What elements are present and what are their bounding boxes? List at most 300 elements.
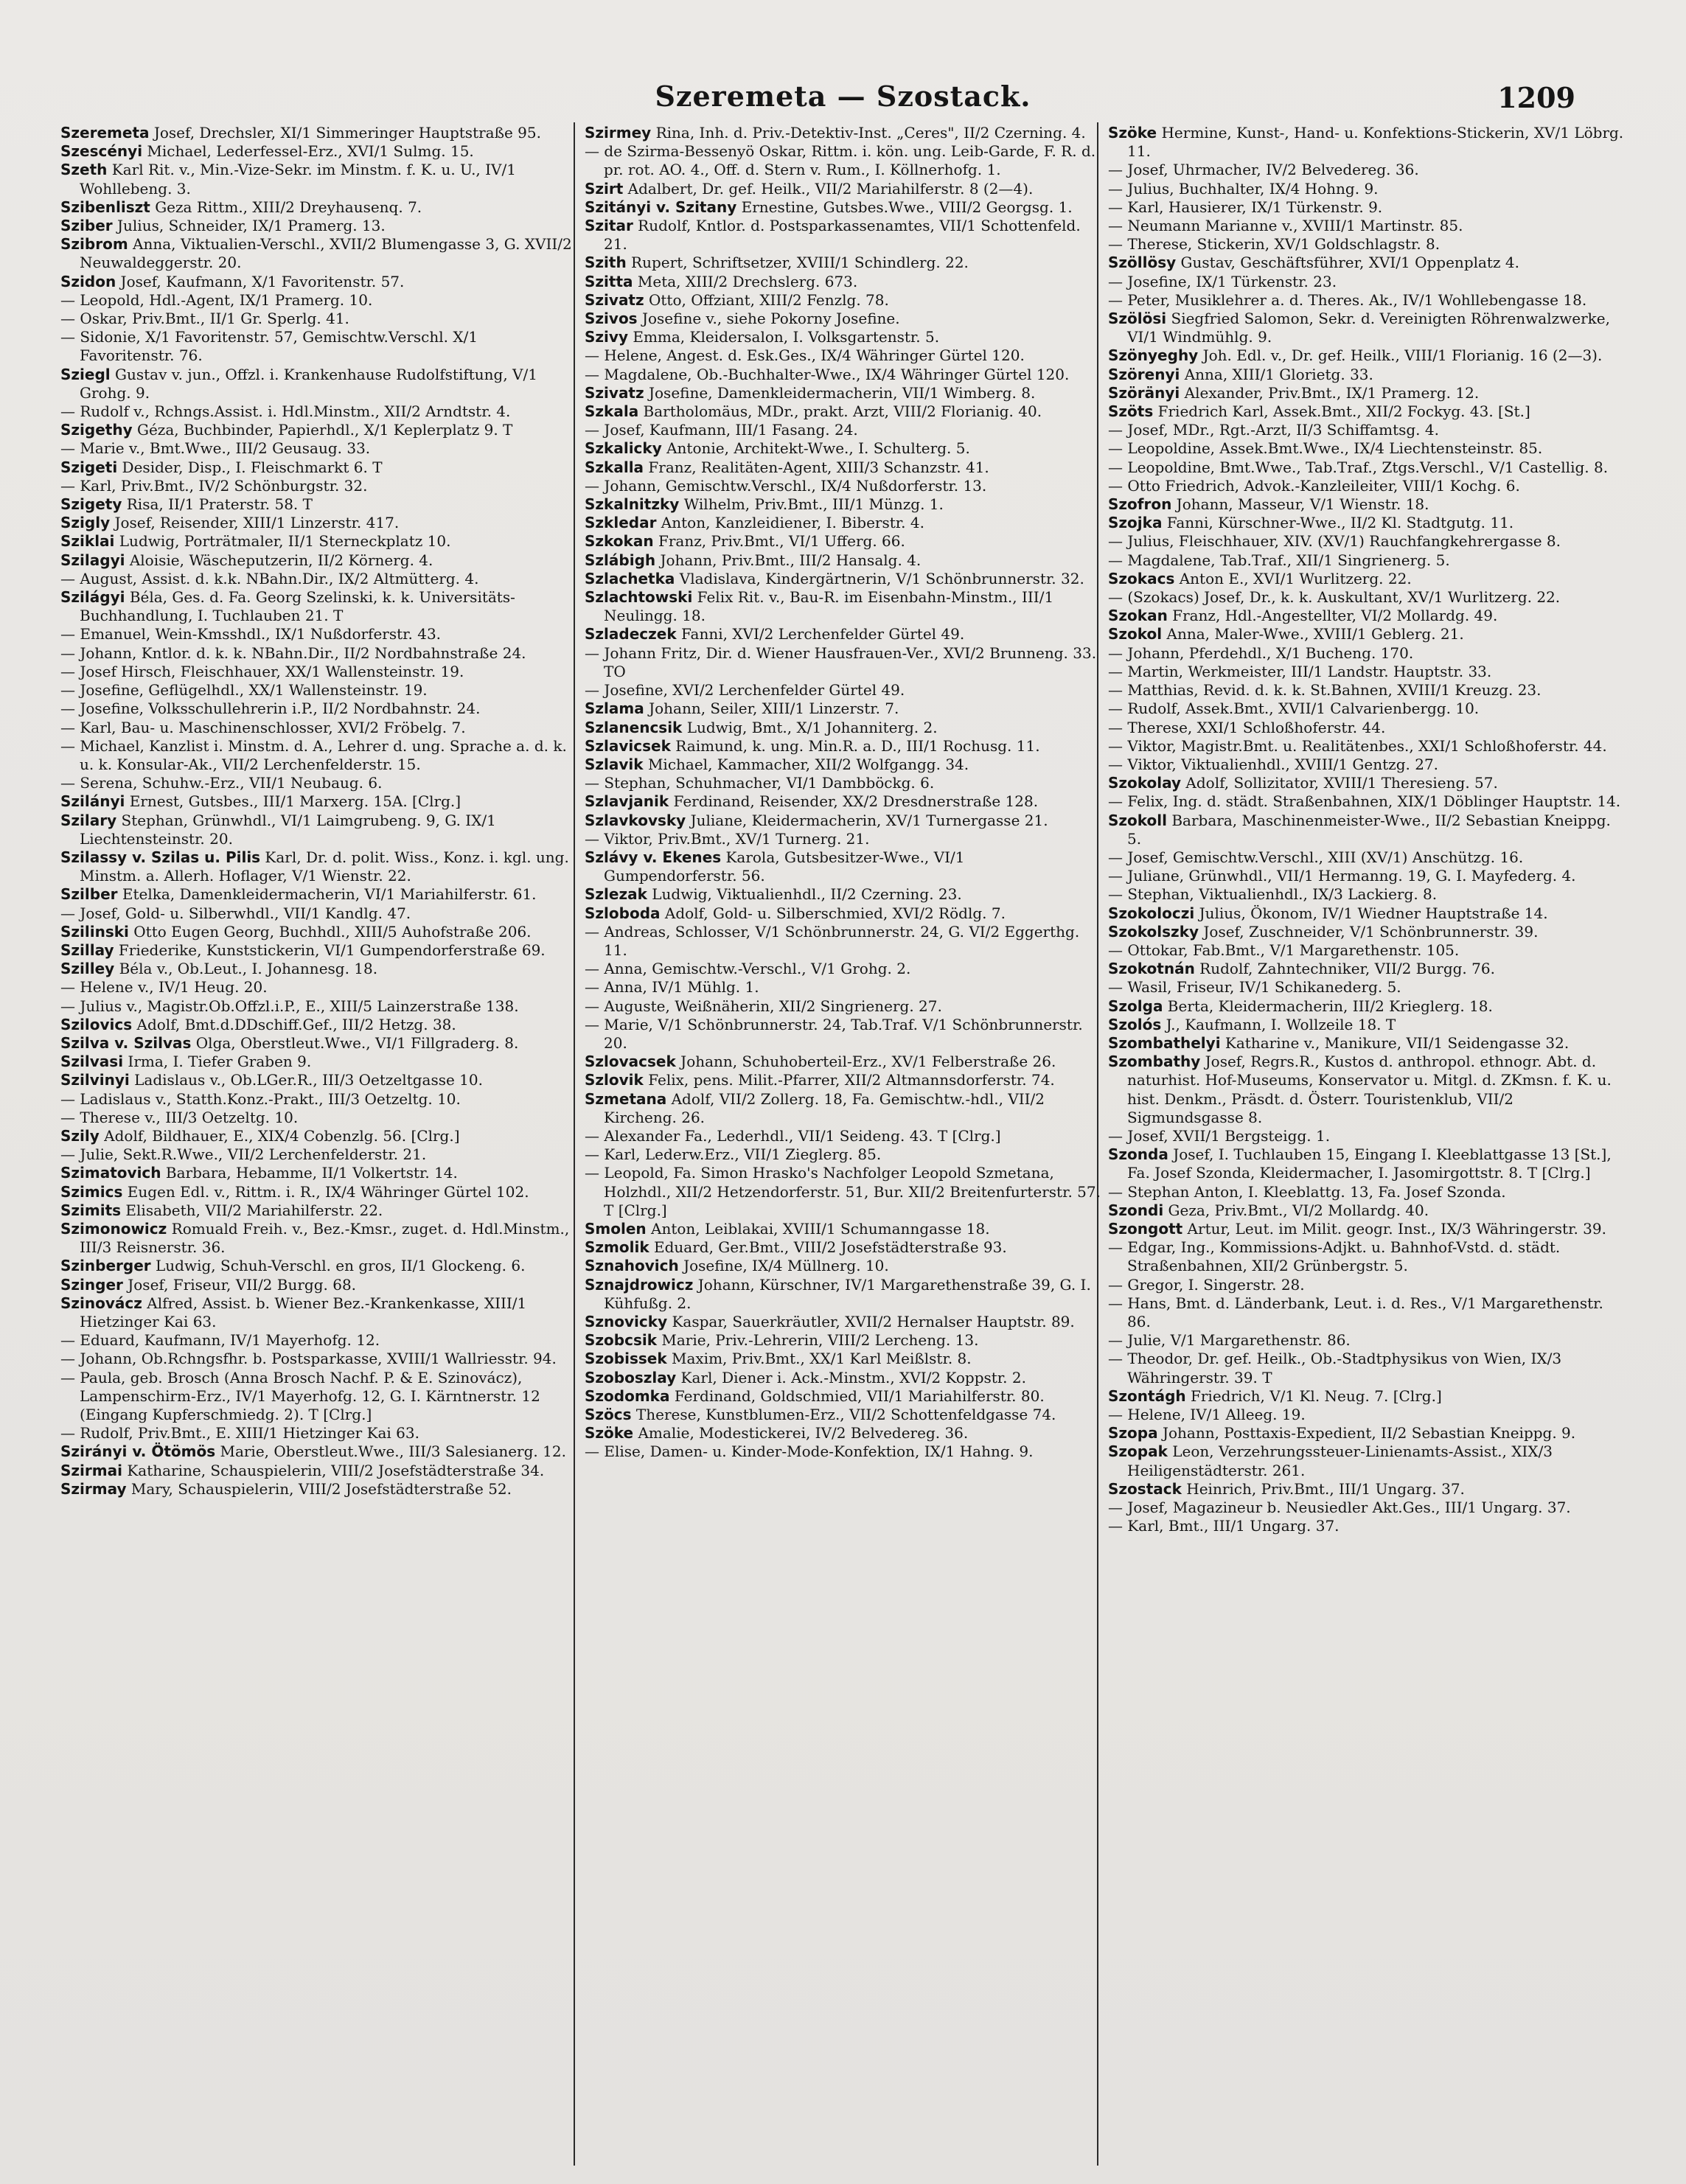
entry-surname: Szinberger (60, 1257, 151, 1275)
entry-details: — Josef, Magazineur b. Neusiedler Akt.Ges., III/1 Ungarg. 37. (1108, 1499, 1571, 1517)
entry-surname: Szitányi v. Szitany (585, 198, 737, 216)
entry-details: Alfred, Assist. b. Wiener Bez.-Krankenkasse, XIII/1 Hietzinger Kai 63. (80, 1294, 527, 1330)
directory-entry (1108, 1294, 1624, 1331)
entry-surname: Szöke (1108, 124, 1157, 142)
entry-details: Karl Rit. v., Min.-Vize-Sekr. im Minstm. f. K. u. U., IV/1 Wohllebeng. 3. (80, 161, 516, 198)
directory-entry (1108, 737, 1624, 756)
entry-surname: Szibenliszt (60, 198, 150, 216)
entry-surname: Szlavkovsky (585, 811, 686, 829)
directory-entry (1108, 867, 1624, 885)
entry-details: Josef, Kaufmann, X/1 Favoritenstr. 57. (116, 272, 405, 290)
entry-surname: Szlavik (585, 755, 644, 773)
directory-entry (1108, 1387, 1624, 1406)
entry-details: Anton, Kanzleidiener, I. Biberstr. 4. (656, 514, 924, 532)
entry-details: — Magdalene, Ob.-Buchhalter-Wwe., IX/4 Währinger Gürtel 120. (585, 365, 1070, 383)
entry-details: — Matthias, Revid. d. k. k. St.Bahnen, XVIII/1 Kreuzg. 23. (1108, 681, 1542, 699)
entry-surname: Szlábigh (585, 551, 656, 569)
directory-entry (60, 514, 576, 532)
entry-details: — de Szirma-Bessenyö Oskar, Rittm. i. kön. ung. Leib-Garde, F. R. d. pr. rot. AO. 4., Off. d. Stern v. Rum., I. Köllnerhofg. 1. (585, 142, 1096, 179)
entry-details: Gustav, Geschäftsführer, XVI/1 Oppenplatz 4. (1176, 254, 1519, 272)
entry-details: Barbara, Hebamme, II/1 Volkertstr. 14. (161, 1164, 458, 1182)
directory-entry (60, 291, 576, 310)
directory-entry (60, 941, 576, 960)
entry-surname: Szith (585, 254, 627, 272)
entry-details: — Alexander Fa., Lederhdl., VII/1 Seideng. 43. T [Clrg.] (585, 1126, 1001, 1145)
entry-details: Ludwig, Viktualienhdl., II/2 Czerning. 23. (647, 885, 962, 904)
entry-details: Ernestine, Gutsbes.Wwe., VIII/2 Georgsg. 1. (736, 198, 1073, 216)
directory-entry (60, 699, 576, 718)
directory-entry (585, 328, 1101, 346)
entry-details: — Anna, Gemischtw.-Verschl., V/1 Grohg. 2. (585, 960, 911, 978)
entry-surname: Szokoll (1108, 811, 1167, 829)
directory-entry (60, 1034, 576, 1053)
entry-surname: Sznovicky (585, 1313, 668, 1330)
entry-details: — Karl, Bmt., III/1 Ungarg. 37. (1108, 1517, 1340, 1535)
directory-entry (1108, 1442, 1624, 1479)
directory-entry (60, 848, 576, 885)
entry-details: — Johann Fritz, Dir. d. Wiener Hausfrauen-Ver., XVI/2 Brunneng. 33. TO (585, 643, 1097, 680)
directory-entry (1108, 551, 1624, 570)
entry-details: — Rudolf, Priv.Bmt., E. XIII/1 Hietzinger Kai 63. (60, 1424, 419, 1442)
entry-surname: Szlanencsik (585, 718, 683, 736)
directory-entry (585, 978, 1101, 997)
entry-surname: Szopak (1108, 1442, 1168, 1461)
directory-entry (585, 291, 1101, 310)
entry-details: Adolf, Sollizitator, XVIII/1 Theresieng. 57. (1181, 774, 1498, 792)
entry-details: — Eduard, Kaufmann, IV/1 Mayerhofg. 12. (60, 1331, 380, 1350)
directory-entry (60, 495, 576, 514)
directory-entry (60, 1201, 576, 1220)
entry-details: Béla v., Ob.Leut., I. Johannesg. 18. (114, 960, 378, 978)
directory-entry (585, 551, 1101, 570)
entry-details: Raimund, k. ung. Min.R. a. D., III/1 Rochusg. 11. (670, 736, 1040, 755)
entry-details: — Felix, Ing. d. städt. Straßenbahnen, XIX/1 Döblinger Hauptstr. 14. (1108, 792, 1621, 811)
directory-entry (1108, 291, 1624, 310)
entry-details: Stephan, Grünwhdl., VI/1 Laimgrubeng. 9, G. IX/1 Liechtensteinstr. 20. (80, 811, 496, 848)
entry-details: — Neumann Marianne v., XVIII/1 Martinstr. 85. (1108, 217, 1463, 235)
entry-surname: Szönyeghy (1108, 346, 1199, 365)
directory-entry (60, 625, 576, 643)
entry-details: — Andreas, Schlosser, V/1 Schönbrunnerstr. 24, G. VI/2 Eggerthg. 11. (585, 922, 1080, 959)
entry-details: — Otto Friedrich, Advok.-Kanzleileiter, VIII/1 Kochg. 6. (1108, 476, 1520, 495)
directory-entry (60, 421, 576, 439)
entry-surname: Szlachetka (585, 569, 675, 587)
entry-surname: Sziber (60, 217, 113, 235)
entry-surname: Szojka (1108, 514, 1163, 532)
directory-entry (1108, 904, 1624, 923)
entry-details: — Therese, XXI/1 Schloßhoferstr. 44. (1108, 718, 1386, 736)
entry-details: — Ladislaus v., Statth.Konz.-Prakt., III/3 Oetzeltg. 10. (60, 1089, 461, 1108)
directory-entry (585, 458, 1101, 477)
entry-details: — Karl, Lederw.Erz., VII/1 Zieglerg. 85. (585, 1145, 882, 1164)
directory-entry (60, 235, 576, 272)
directory-entry (1108, 1480, 1624, 1499)
entry-details: Adalbert, Dr. gef. Heilk., VII/2 Mariahilferstr. 8 (2—4). (623, 179, 1034, 198)
entry-surname: Sznajdrowicz (585, 1275, 694, 1294)
directory-entry (585, 904, 1101, 923)
entry-surname: Sziklai (60, 532, 115, 551)
entry-surname: Szöcs (585, 1406, 632, 1424)
directory-entry (1108, 124, 1624, 161)
entry-details: — Helene v., IV/1 Heug. 20. (60, 978, 268, 997)
entry-details: Anna, XIII/1 Glorietg. 33. (1180, 365, 1373, 383)
entry-details: — Julius v., Magistr.Ob.Offzl.i.P., E., XIII/5 Lainzerstraße 138. (60, 997, 519, 1015)
directory-entry (1108, 774, 1624, 792)
directory-entry (585, 1053, 1101, 1071)
entry-details: Géza, Buchbinder, Papierhdl., X/1 Keplerplatz 9. T (132, 421, 513, 439)
directory-entry (585, 310, 1101, 328)
directory-entry (585, 1220, 1101, 1238)
directory-entry (60, 792, 576, 811)
directory-entry (585, 1276, 1101, 1313)
entry-details: Josefine, Damenkleidermacherin, VII/1 Wimberg. 8. (644, 383, 1036, 402)
entry-surname: Szirt (585, 179, 624, 198)
directory-entry (585, 1127, 1101, 1145)
entry-details: — Marie, V/1 Schönbrunnerstr. 24, Tab.Traf. V/1 Schönbrunnerstr. 20. (585, 1015, 1083, 1052)
entry-surname: Szkalnitzky (585, 495, 680, 514)
entry-details: Friederike, Kunststickerin, VI/1 Gumpendorferstraße 69. (114, 941, 546, 959)
entry-details: Kaspar, Sauerkräutler, XVII/2 Hernalser Hauptstr. 89. (667, 1313, 1075, 1330)
entry-details: Josef, I. Tuchlauben 15, Eingang I. Kleeblattgasse 13 [St.], Fa. Josef Szonda, Kleidermacher, I. Jasomirgottstr. 8. T [Clrg.] (1127, 1145, 1612, 1182)
entry-details: — Karl, Hausierer, IX/1 Türkenstr. 9. (1108, 198, 1383, 216)
directory-entry (1108, 532, 1624, 551)
directory-entry (60, 719, 576, 737)
entry-details: Emma, Kleidersalon, I. Volksgartenstr. 5. (627, 328, 940, 346)
directory-entry (60, 1220, 576, 1257)
directory-entry (1108, 792, 1624, 811)
entry-surname: Szivatz (585, 383, 644, 402)
directory-entry (585, 774, 1101, 792)
entry-details: Alexander, Priv.Bmt., IX/1 Pramerg. 12. (1180, 383, 1480, 402)
entry-surname: Szlovik (585, 1071, 644, 1089)
entry-details: — Viktor, Viktualienhdl., XVIII/1 Gentzg. 27. (1108, 755, 1439, 773)
entry-details: — Emanuel, Wein-Kmsshdl., IX/1 Nußdorferstr. 43. (60, 625, 442, 643)
entry-surname: Szodomka (585, 1386, 670, 1405)
directory-entry (585, 1369, 1101, 1387)
entry-surname: Szöke (585, 1424, 634, 1442)
entry-surname: Szigety (60, 495, 122, 514)
entry-details: Franz, Hdl.-Angestellter, VI/2 Mollardg. 49. (1167, 607, 1498, 625)
entry-details: — Josef Hirsch, Fleischhauer, XX/1 Wallensteinstr. 19. (60, 662, 464, 680)
entry-surname: Szopa (1108, 1424, 1158, 1442)
entry-details: Michael, Lederfessel-Erz., XVI/1 Sulmg. 15. (142, 142, 474, 161)
directory-entry (60, 458, 576, 477)
entry-details: — Edgar, Ing., Kommissions-Adjkt. u. Bahnhof-Vstd. d. städt. Straßenbahnen, XII/2 Grünbergstr. 5. (1108, 1238, 1561, 1275)
entry-details: J., Kaufmann, I. Wollzeile 18. T (1161, 1015, 1396, 1033)
directory-entry (585, 421, 1101, 439)
directory-entry (585, 1016, 1101, 1053)
directory-entry (585, 142, 1101, 179)
directory-entry (585, 737, 1101, 756)
entry-details: Etelka, Damenkleidermacherin, VI/1 Mariahilferstr. 61. (117, 885, 537, 904)
entry-surname: Szokol (1108, 625, 1163, 643)
entry-details: Josef, Friseur, VII/2 Burgg. 68. (122, 1275, 357, 1294)
directory-entry (585, 1350, 1101, 1368)
entry-details: — Karl, Bau- u. Maschinenschlosser, XVI/2 Fröbelg. 7. (60, 718, 466, 736)
entry-surname: Szongott (1108, 1219, 1183, 1238)
entry-details: Johann, Posttaxis-Expedient, II/2 Sebastian Kneippg. 9. (1157, 1424, 1576, 1442)
entry-surname: Szigethy (60, 421, 133, 439)
entry-surname: Szigeti (60, 458, 118, 476)
entry-details: Meta, XIII/2 Drechslerg. 673. (633, 272, 858, 290)
entry-surname: Szokolszky (1108, 922, 1199, 941)
directory-entry (1108, 960, 1624, 978)
directory-entry (585, 644, 1101, 681)
entry-surname: Szivy (585, 328, 628, 346)
directory-entry (1108, 1053, 1624, 1127)
entry-details: Julius, Ökonom, IV/1 Wiedner Hauptstraße 14. (1194, 904, 1548, 922)
directory-entry (1108, 588, 1624, 607)
entry-details: Geza Rittm., XIII/2 Dreyhausenq. 7. (150, 198, 422, 216)
entry-details: Katharine v., Manikure, VII/1 Seidengasse 32. (1220, 1033, 1570, 1052)
directory-entry (1108, 1424, 1624, 1442)
entry-surname: Szoboszlay (585, 1368, 677, 1386)
entry-details: — Johann, Pferdehdl., X/1 Bucheng. 170. (1108, 643, 1414, 662)
entry-details: Josef, Reisender, XIII/1 Linzerstr. 417. (110, 514, 400, 532)
entry-details: Olga, Oberstleut.Wwe., VI/1 Fillgraderg. 8. (191, 1033, 519, 1052)
directory-entry (585, 1424, 1101, 1442)
directory-entry (1108, 421, 1624, 439)
entry-surname: Szlavicsek (585, 736, 671, 755)
entry-details: Aloisie, Wäscheputzerin, II/2 Körnerg. 4. (125, 551, 433, 569)
directory-entry (60, 1369, 576, 1425)
entry-details: — Paula, geb. Brosch (Anna Brosch Nachf. P. & E. Szinovácz), Lampenschirm-Erz., IV/1 Mayerhofg. 12, G. I. Kärntnerstr. 12 (Eingang Kupferschmiedg. 2). T [Clrg.] (60, 1368, 540, 1424)
entry-details: Maxim, Priv.Bmt., XX/1 Karl Meißlstr. 8. (666, 1350, 972, 1368)
entry-details: — Wasil, Friseur, IV/1 Schikanederg. 5. (1108, 978, 1401, 997)
entry-details: — Gregor, I. Singerstr. 28. (1108, 1275, 1305, 1294)
directory-entry (60, 1127, 576, 1145)
directory-entry (1108, 756, 1624, 774)
directory-entry (1108, 923, 1624, 941)
directory-entry (1108, 1034, 1624, 1053)
entry-details: Wilhelm, Priv.Bmt., III/1 Münzg. 1. (679, 495, 944, 514)
directory-entry (60, 588, 576, 625)
entry-details: Franz, Priv.Bmt., VI/1 Ufferg. 66. (653, 532, 905, 551)
entry-details: — August, Assist. d. k.k. NBahn.Dir., IX/2 Altmütterg. 4. (60, 569, 479, 587)
entry-surname: Szimits (60, 1201, 122, 1219)
entry-details: — Karl, Priv.Bmt., IV/2 Schönburgstr. 32. (60, 476, 368, 495)
directory-entry (60, 923, 576, 941)
entry-surname: Szlovacsek (585, 1053, 676, 1071)
entry-surname: Szilvasi (60, 1053, 124, 1071)
entry-details: Joh. Edl. v., Dr. gef. Heilk., VIII/1 Florianig. 16 (2—3). (1198, 346, 1603, 365)
entry-details: — Josef, Gold- u. Silberwhdl., VII/1 Kandlg. 47. (60, 904, 411, 922)
entry-details: — Auguste, Weißnäherin, XII/2 Singrienerg. 27. (585, 997, 942, 1015)
entry-details: Rudolf, Zahntechniker, VII/2 Burgg. 76. (1194, 960, 1495, 978)
entry-details: Elisabeth, VII/2 Mariahilferstr. 22. (121, 1201, 383, 1219)
entry-details: — Julius, Fleischhauer, XIV. (XV/1) Rauchfangkehrergasse 8. (1108, 532, 1561, 551)
entry-details: Karola, Gutsbesitzer-Wwe., VI/1 Gumpendorferstr. 56. (604, 848, 965, 885)
entry-details: — (Szokacs) Josef, Dr., k. k. Auskultant, XV/1 Wurlitzerg. 22. (1108, 588, 1561, 607)
entry-surname: Szlezak (585, 885, 647, 904)
directory-entry (1108, 1499, 1624, 1517)
directory-entry (60, 328, 576, 365)
entry-details: Friedrich Karl, Assek.Bmt., XII/2 Fockyg. 43. [St.] (1153, 402, 1530, 421)
entry-details: Gustav v. jun., Offzl. i. Krankenhause Rudolfstiftung, V/1 Grohg. 9. (80, 365, 537, 402)
directory-entry (585, 1164, 1101, 1220)
entry-details: Amalie, Modestickerei, IV/2 Belvedereg. 36. (633, 1424, 969, 1442)
entry-details: — Josefine, XVI/2 Lerchenfelder Gürtel 49. (585, 681, 905, 699)
entry-details: Josef, Regrs.R., Kustos d. anthropol. ethnogr. Abt. d. naturhist. Hof-Museums, Konservator u. Mitgl. d. ZKmsn. f. K. u. hist. Denkm., Präsdt. d. Österr. Touristenklub, VII/2 Sigmundsgasse 8. (1127, 1053, 1612, 1126)
directory-entry (1108, 719, 1624, 737)
entry-details: Michael, Kammacher, XII/2 Wolfgangg. 34. (643, 755, 969, 773)
directory-entry (585, 885, 1101, 904)
directory-entry (585, 719, 1101, 737)
directory-entry (60, 402, 576, 421)
entry-details: Bartholomäus, MDr., prakt. Arzt, VIII/2 Florianig. 40. (638, 402, 1042, 421)
entry-details: — Therese v., III/3 Oetzeltg. 10. (60, 1108, 299, 1126)
entry-details: — Leopold, Hdl.-Agent, IX/1 Pramerg. 10. (60, 290, 373, 309)
directory-entry (1108, 273, 1624, 291)
entry-surname: Szivatz (585, 290, 644, 309)
directory-entry (1108, 217, 1624, 235)
entry-surname: Szilovics (60, 1015, 133, 1033)
entry-details: Hermine, Kunst-, Hand- u. Konfektions-Stickerin, XV/1 Löbrg. 11. (1127, 124, 1624, 161)
entry-details: Adolf, Bmt.d.DDschiff.Gef., III/2 Hetzg. 38. (132, 1015, 456, 1033)
entry-details: Anton, Leiblakai, XVIII/1 Schumanngasse 18. (646, 1219, 990, 1238)
entry-surname: Szöränyi (1108, 383, 1180, 402)
entry-details: Ferdinand, Goldschmied, VII/1 Mariahilferstr. 80. (669, 1386, 1045, 1405)
entry-surname: Szimonowicz (60, 1219, 167, 1238)
directory-entry (1108, 198, 1624, 217)
directory-entry (585, 812, 1101, 830)
entry-details: — Helene, IV/1 Alleeg. 19. (1108, 1406, 1306, 1424)
directory-entry (585, 477, 1101, 495)
entry-details: Otto, Offziant, XIII/2 Fenzlg. 78. (644, 290, 889, 309)
entry-surname: Szölösi (1108, 310, 1167, 328)
directory-entry (60, 1294, 576, 1331)
directory-column-left (60, 124, 576, 2158)
entry-details: Fanni, Kürschner-Wwe., II/2 Kl. Stadtgutg. 11. (1162, 514, 1514, 532)
directory-entry (1108, 458, 1624, 477)
entry-surname: Szörenyi (1108, 365, 1180, 383)
entry-surname: Szkala (585, 402, 639, 421)
entry-details: Katharine, Schauspielerin, VIII/2 Josefstädterstraße 34. (122, 1461, 545, 1479)
entry-surname: Szeremeta (60, 124, 150, 142)
directory-entry (585, 1238, 1101, 1257)
entry-details: Karl, Diener i. Ack.-Minstm., XVI/2 Koppstr. 2. (676, 1368, 1026, 1386)
directory-entry (60, 774, 576, 792)
entry-details: Adolf, Bildhauer, E., XIX/4 Cobenzlg. 56. [Clrg.] (99, 1126, 460, 1145)
directory-entry (1108, 310, 1624, 346)
entry-surname: Szmetana (585, 1089, 667, 1108)
directory-entry (585, 681, 1101, 699)
entry-details: — Marie v., Bmt.Wwe., III/2 Geusaug. 33. (60, 439, 371, 458)
entry-surname: Szobissek (585, 1350, 667, 1368)
entry-surname: Szloboda (585, 904, 661, 922)
entry-details: Artur, Leut. im Milit. geogr. Inst., IX/3 Währingerstr. 39. (1182, 1219, 1606, 1238)
directory-entry (1108, 161, 1624, 179)
directory-entry (60, 681, 576, 699)
entry-details: Therese, Kunstblumen-Erz., VII/2 Schottenfeldgasse 74. (631, 1406, 1056, 1424)
entry-details: — Peter, Musiklehrer a. d. Theres. Ak., IV/1 Wohllebengasse 18. (1108, 290, 1587, 309)
directory-entry (1108, 941, 1624, 960)
entry-details: Felix Rit. v., Bau-R. im Eisenbahn-Minstm., III/1 Neulingg. 18. (604, 588, 1054, 625)
directory-entry (1108, 1201, 1624, 1220)
entry-surname: Szilvinyi (60, 1071, 130, 1089)
directory-entry (60, 1145, 576, 1164)
entry-details: — Viktor, Priv.Bmt., XV/1 Turnerg. 21. (585, 829, 870, 848)
directory-entry (60, 310, 576, 328)
directory-entry (1108, 1350, 1624, 1386)
entry-details: — Ottokar, Fab.Bmt., V/1 Margarethenstr. 105. (1108, 941, 1460, 959)
directory-entry (1108, 1276, 1624, 1294)
directory-entry (1108, 235, 1624, 254)
directory-entry (60, 1331, 576, 1350)
directory-entry (1108, 848, 1624, 867)
directory-column-right (1108, 124, 1624, 2158)
directory-entry (1108, 997, 1624, 1016)
directory-entry (1108, 663, 1624, 681)
directory-entry (585, 699, 1101, 718)
directory-entry (1108, 644, 1624, 663)
directory-entry (60, 1071, 576, 1089)
entry-surname: Szmolik (585, 1238, 649, 1257)
directory-entry (585, 273, 1101, 291)
entry-details: — Josef, Kaufmann, III/1 Fasang. 24. (585, 421, 858, 439)
entry-surname: Szladeczek (585, 625, 677, 643)
directory-entry (585, 830, 1101, 848)
entry-surname: Szlachtowski (585, 588, 693, 607)
directory-entry (585, 532, 1101, 551)
entry-details: Ferdinand, Reisender, XX/2 Dresdnerstraße 128. (669, 792, 1039, 811)
entry-details: — Johann, Gemischtw.Verschl., IX/4 Nußdorferstr. 13. (585, 476, 987, 495)
directory-entry (60, 1462, 576, 1480)
directory-entry (1108, 384, 1624, 402)
directory-entry (60, 1480, 576, 1499)
entry-details: Heinrich, Priv.Bmt., III/1 Ungarg. 37. (1181, 1479, 1465, 1498)
entry-surname: Szkledar (585, 514, 657, 532)
entry-details: — Josef, MDr., Rgt.-Arzt, II/3 Schiffamtsg. 4. (1108, 421, 1439, 439)
entry-details: Ladislaus v., Ob.LGer.R., III/3 Oetzeltgasse 10. (129, 1071, 483, 1089)
entry-details: — Elise, Damen- u. Kinder-Mode-Konfektion, IX/1 Hahng. 9. (585, 1442, 1034, 1461)
entry-surname: Szolga (1108, 997, 1163, 1015)
entry-surname: Szibrom (60, 235, 128, 254)
entry-details: Johann, Schuhoberteil-Erz., XV/1 Felberstraße 26. (675, 1053, 1056, 1071)
directory-entry (585, 439, 1101, 458)
entry-surname: Szöts (1108, 402, 1154, 421)
directory-entry (60, 551, 576, 570)
directory-entry (1108, 1016, 1624, 1034)
entry-surname: Sziegl (60, 365, 111, 383)
directory-entry (1108, 570, 1624, 588)
entry-surname: Szilassy v. Szilas u. Pilis (60, 848, 261, 866)
directory-entry (1108, 366, 1624, 384)
directory-entry (585, 756, 1101, 774)
entry-details: — Serena, Schuhw.-Erz., VII/1 Neubaug. 6. (60, 774, 383, 792)
entry-surname: Szkalicky (585, 439, 662, 458)
entry-details: Ludwig, Bmt., X/1 Johanniterg. 2. (682, 718, 938, 736)
entry-surname: Szilinski (60, 922, 129, 941)
entry-details: Friedrich, V/1 Kl. Neug. 7. [Clrg.] (1185, 1386, 1442, 1405)
entry-details: Josef, Zuschneider, V/1 Schönbrunnerstr. 39. (1199, 922, 1539, 941)
entry-surname: Szescényi (60, 142, 143, 161)
entry-details: Vladislava, Kindergärtnerin, V/1 Schönbrunnerstr. 32. (675, 569, 1084, 587)
directory-entry (1108, 1127, 1624, 1145)
directory-entry (585, 848, 1101, 885)
entry-surname: Szinger (60, 1275, 123, 1294)
entry-details: — Julie, V/1 Margarethenstr. 86. (1108, 1331, 1351, 1350)
directory-entry (1108, 1406, 1624, 1424)
entry-details: Ludwig, Schuh-Verschl. en gros, II/1 Glockeng. 6. (150, 1257, 526, 1275)
entry-details: — Josefine, Volksschullehrerin i.P., II/2 Nordbahnstr. 24. (60, 699, 481, 718)
directory-entry (1108, 681, 1624, 699)
entry-surname: Szilva v. Szilvas (60, 1033, 192, 1052)
directory-entry (60, 477, 576, 495)
directory-entry (1108, 254, 1624, 272)
entry-details: Johann, Masseur, V/1 Wienstr. 18. (1171, 495, 1429, 514)
entry-surname: Szirmai (60, 1461, 122, 1479)
